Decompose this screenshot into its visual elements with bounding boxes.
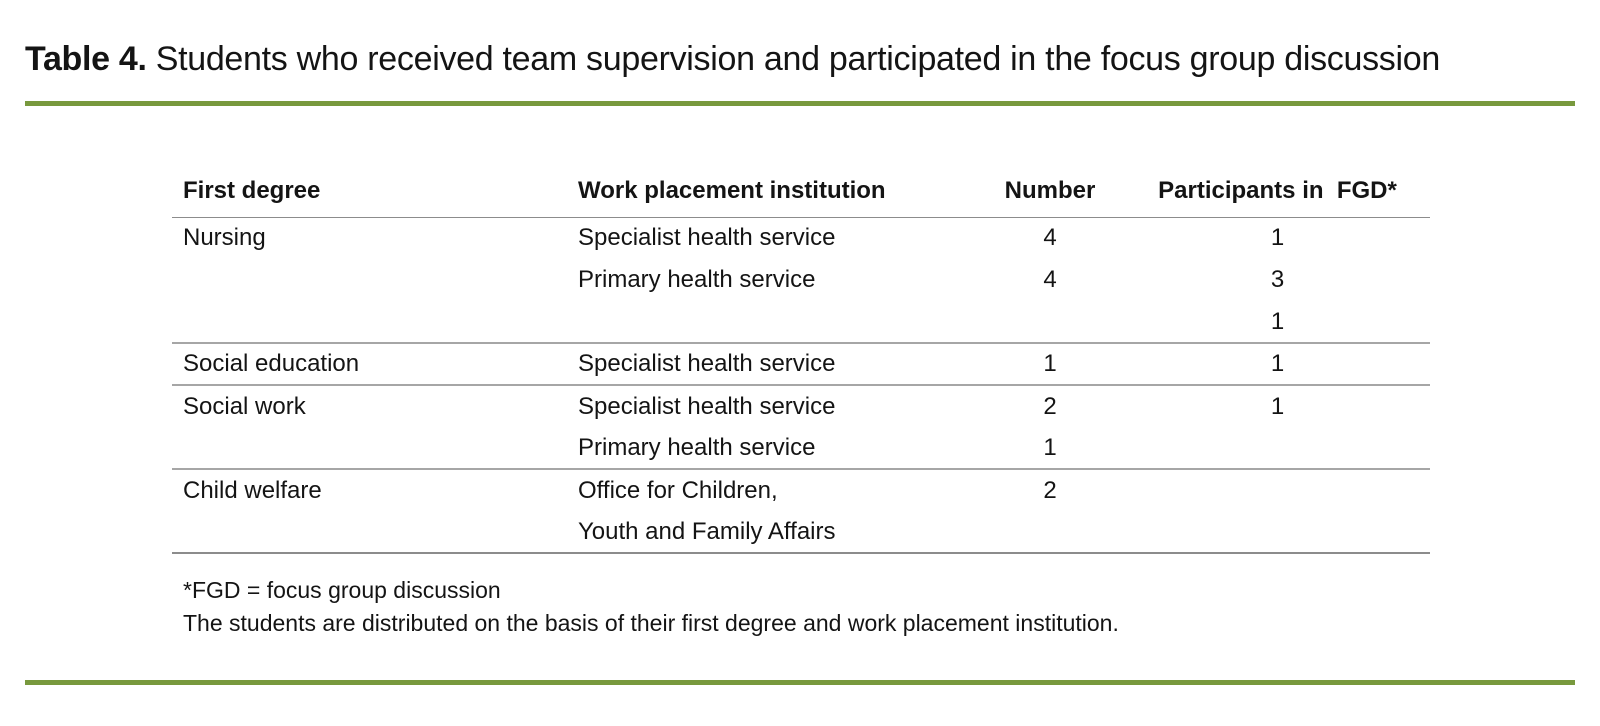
cell-institution: Primary health service [578,266,816,293]
cell-fgd: 1 [1270,307,1285,335]
cell-number [975,511,1125,553]
cell-number: 4 [1043,266,1057,293]
cell-institution: Specialist health service [578,350,836,377]
top-accent-rule [25,101,1575,106]
table-caption-text: Students who received team supervision and participated in the focus group discussion [155,40,1440,78]
data-table [172,158,1430,554]
cell-institution [578,301,975,343]
cell-institution: Specialist health service [578,392,836,420]
cell-degree [172,301,578,343]
table-row [172,259,1430,301]
table-caption-number: Table 4. [25,40,147,78]
cell-institution: Youth and Family Affairs [578,517,836,545]
cell-number: 1 [1043,433,1057,461]
header-first-degree: First degree [172,158,578,217]
table-header [172,158,1430,217]
cell-number: 1 [1043,350,1057,377]
table-caption [25,40,1440,79]
cell-number: 4 [1043,224,1057,252]
cell-degree: Social education [183,350,360,377]
header-number: Number [975,158,1125,217]
group-child-welfare [172,469,1430,553]
cell-fgd: 3 [1270,266,1285,293]
cell-degree: Nursing [183,224,266,252]
cell-number: 2 [1043,476,1057,504]
group-social-work [172,385,1430,469]
footnotes [183,574,1119,640]
footnote-fgd-definition: *FGD = focus group discussion [183,577,501,603]
cell-degree: Social work [183,392,306,420]
cell-fgd [1125,511,1430,553]
table-row [172,427,1430,469]
header-participants-in-fgd: Participants in FGD* [1125,158,1430,217]
cell-institution: Primary health service [578,433,816,461]
group-nursing [172,217,1430,343]
table-row [172,511,1430,553]
cell-fgd: 1 [1270,350,1285,377]
cell-degree [172,511,578,553]
table-row [172,469,1430,511]
table-row [172,343,1430,385]
cell-fgd [1125,427,1430,469]
cell-institution: Office for Children, [578,476,778,504]
cell-degree [172,427,578,469]
group-social-education [172,343,1430,385]
cell-institution: Specialist health service [578,224,836,252]
cell-degree: Child welfare [183,476,322,504]
cell-fgd [1125,469,1430,511]
cell-number [975,301,1125,343]
table-row [172,385,1430,427]
header-work-placement-institution: Work placement institution [578,158,975,217]
bottom-accent-rule [25,680,1575,685]
table-header-row [172,158,1430,217]
cell-fgd: 1 [1270,224,1285,252]
footnote-distribution-note: The students are distributed on the basis of their first degree and work placement institution. [183,610,1119,636]
cell-fgd: 1 [1270,392,1285,420]
cell-number: 2 [1043,392,1057,420]
cell-degree [172,259,578,301]
table-row [172,217,1430,259]
table-row [172,301,1430,343]
